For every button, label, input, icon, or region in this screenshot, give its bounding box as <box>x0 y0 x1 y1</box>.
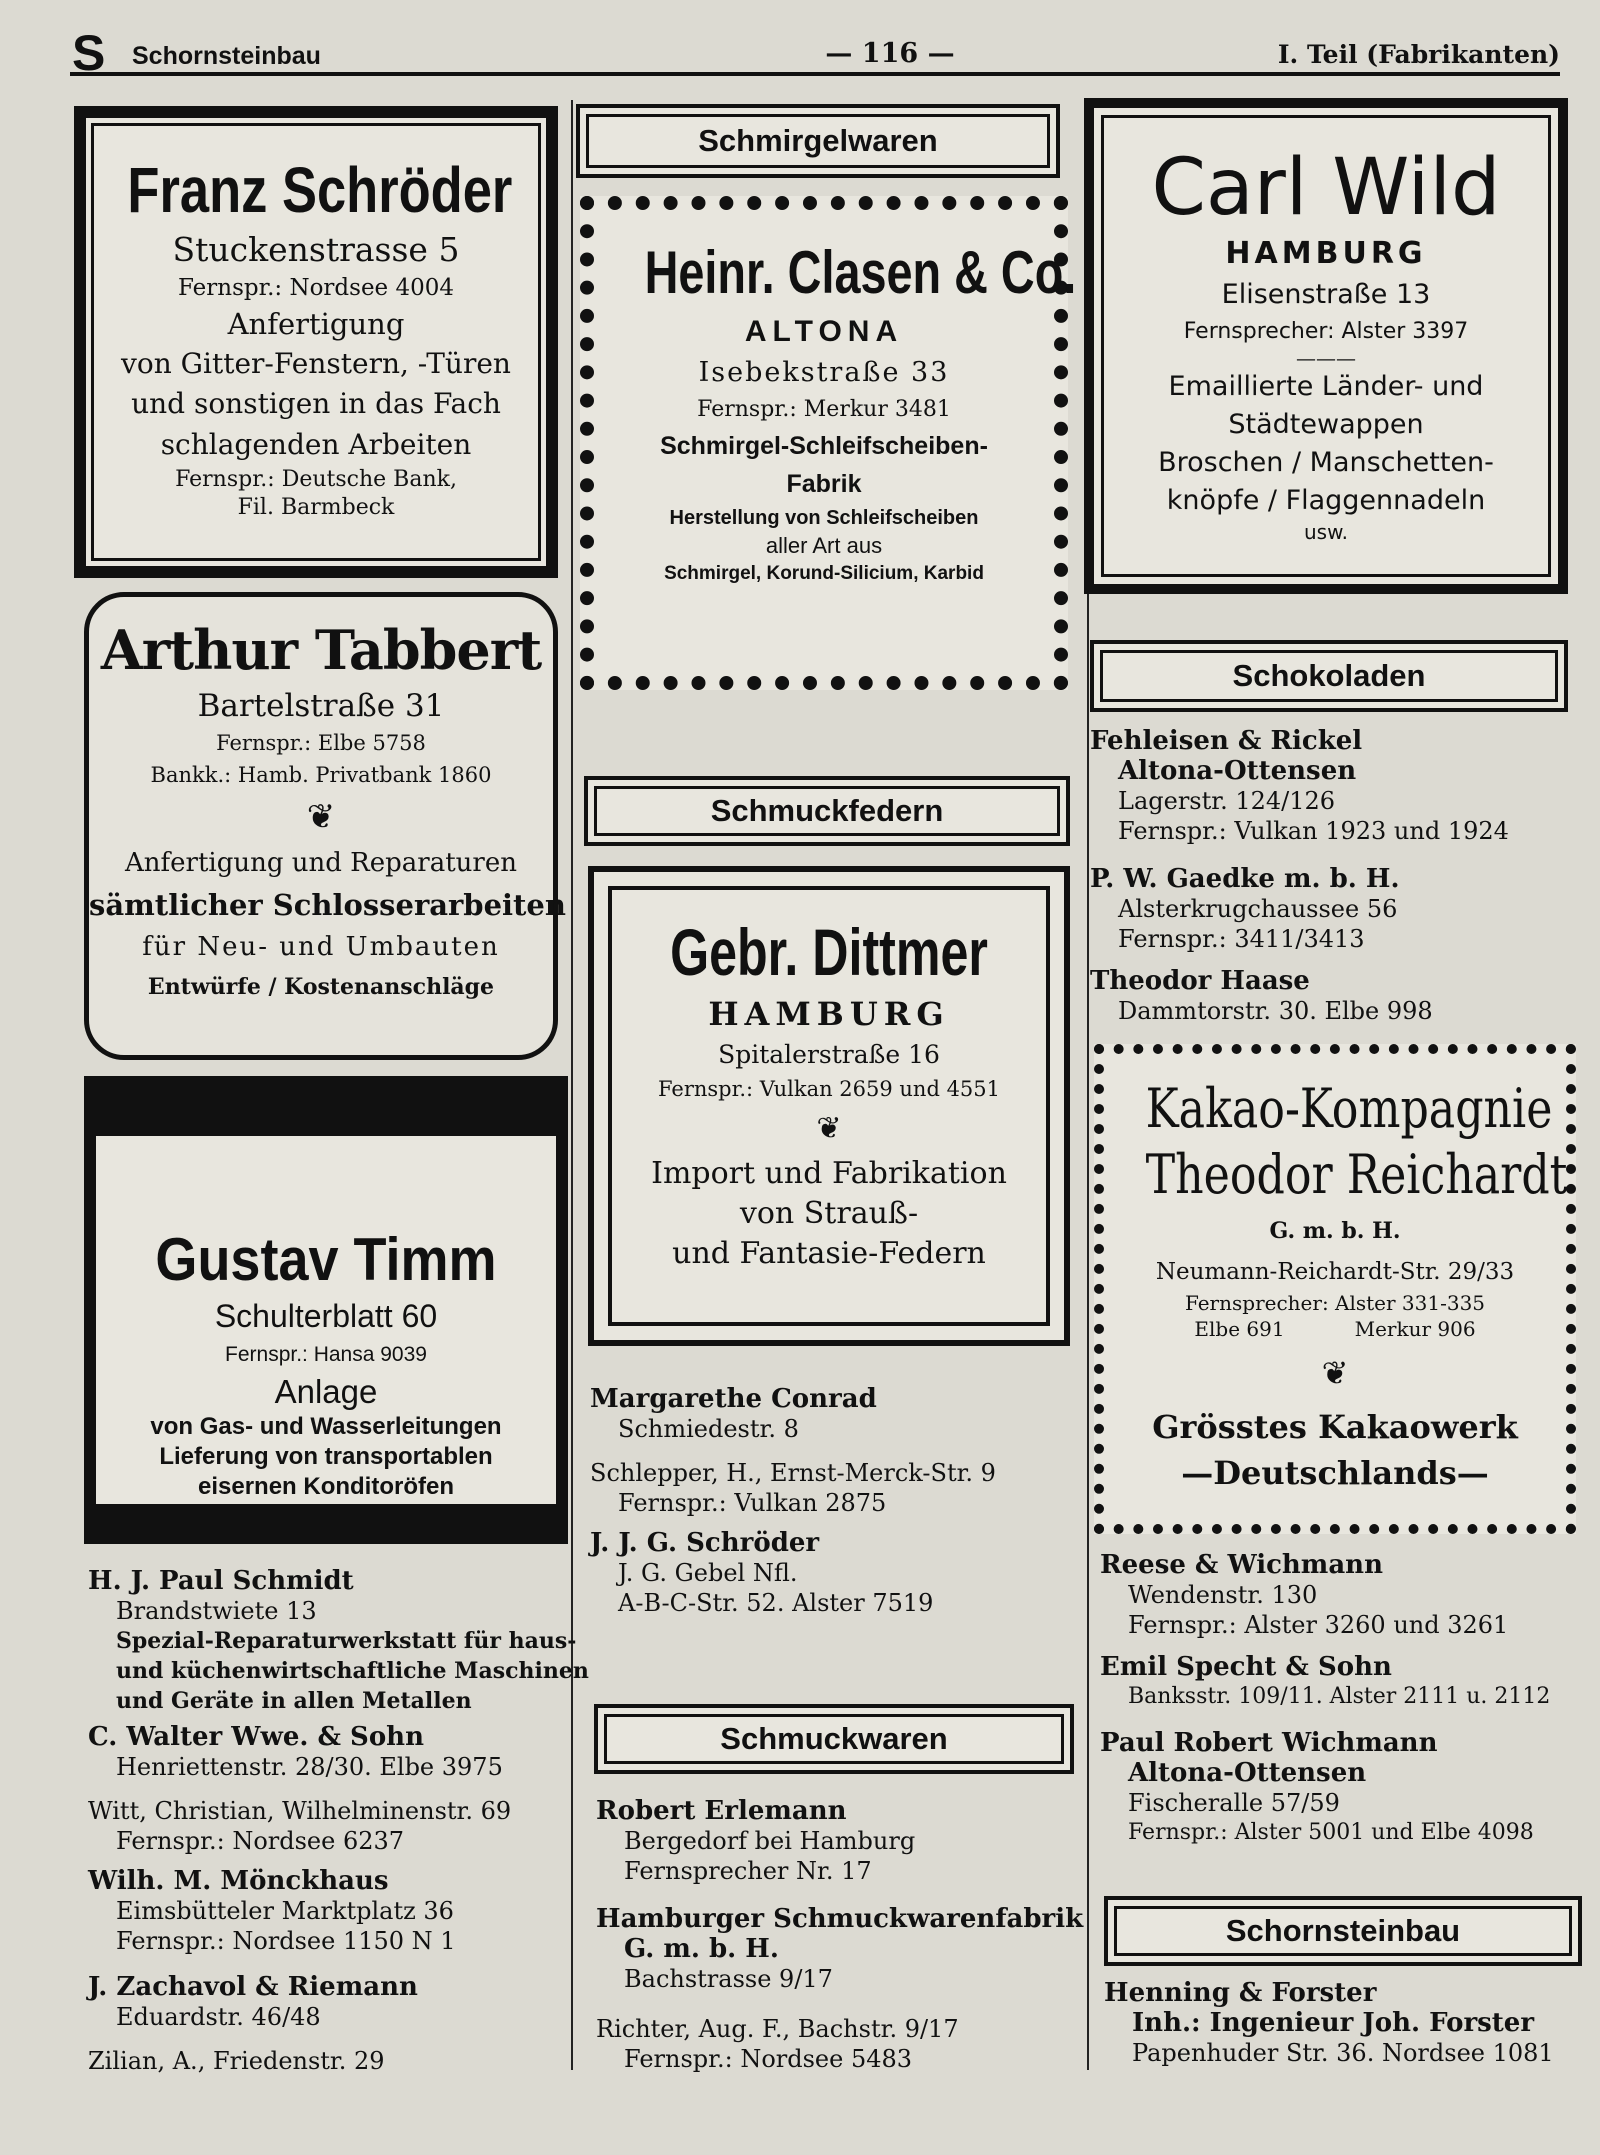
ad-text-3: eisernen Konditoröfen <box>197 1473 455 1500</box>
ad-footer: Entwürfe / Kostenanschläge <box>147 974 495 1000</box>
running-section-title: Schornsteinbau <box>132 42 321 70</box>
listing-p-w-gaedke: P. W. Gaedke m. b. H. Alsterkrugchaussee 56 Fernspr.: 3411/3413 <box>1090 864 1400 953</box>
ad-arthur-tabbert <box>84 592 566 1060</box>
ad-text-3: Schmirgel, Korund-Silicium, Karbid <box>664 563 984 584</box>
listing-fehleisen-rickel: Fehleisen & Rickel Altona-Ottensen Lagerstr. 124/126 Fernspr.: Vulkan 1923 und 1924 <box>1090 726 1509 845</box>
ad-heinr-clasen <box>580 196 1077 690</box>
ad-street: Bartelstraße 31 <box>197 688 445 724</box>
ad-street: Spitalerstraße 16 <box>718 1040 940 1069</box>
section-schmirgelwaren: Schmirgelwaren <box>576 104 1060 178</box>
ad-city: HAMBURG <box>1225 236 1427 271</box>
section-letter: S <box>72 25 106 81</box>
ad-text-1: Import und Fabrikation <box>651 1156 1007 1191</box>
section-schmuckfedern: Schmuckfedern <box>584 776 1070 846</box>
listing-margarethe-conrad: Margarethe Conrad Schmiedestr. 8 <box>590 1384 877 1443</box>
ad-street: Schulterblatt 60 <box>214 1298 438 1334</box>
page-number: — 116 — <box>825 38 955 69</box>
ad-name: Carl Wild <box>1151 143 1501 233</box>
ad-text-3: und sonstigen in das Fach <box>131 387 501 420</box>
listing-schlepper: Schlepper, H., Ernst-Merck-Str. 9 Fernspr.: Vulkan 2875 <box>590 1459 996 1517</box>
ad-etc: usw. <box>1304 520 1348 544</box>
ad-gebr-dittmer <box>588 866 1070 1346</box>
listing-c-walter: C. Walter Wwe. & Sohn Henriettenstr. 28/30. Elbe 3975 <box>88 1722 503 1781</box>
ad-name: Franz Schröder <box>127 154 513 226</box>
ad-kakao-kompagnie <box>1094 1044 1576 1534</box>
ad-phone-elbe: Elbe 691 <box>1194 1317 1285 1341</box>
ad-text-2: aller Art aus <box>765 533 883 558</box>
listing-witt-christian: Witt, Christian, Wilhelminenstr. 69 Fernspr.: Nordsee 6237 <box>88 1797 512 1855</box>
section-schornsteinbau: Schornsteinbau <box>1104 1896 1582 1966</box>
ad-text-2: von Gitter-Fenstern, -Türen <box>121 347 511 380</box>
part-title: I. Teil (Fabrikanten) <box>1277 40 1560 69</box>
ad-product-1: Schmirgel-Schleifscheiben- <box>660 432 988 460</box>
listing-h-j-paul-schmidt: H. J. Paul Schmidt Brandstwiete 13 Spezial-Reparaturwerkstatt für haus- und küchenwirtschaftliche Maschinen und Geräte in allen Metallen <box>88 1566 589 1714</box>
ad-text-2: Lieferung von transportablen <box>159 1443 493 1470</box>
section-schmuckwaren: Schmuckwaren <box>594 1704 1074 1774</box>
ad-text-1: Herstellung von Schleifscheiben <box>669 507 979 529</box>
ad-city: ALTONA <box>744 315 904 348</box>
ad-text-2: von Strauß- <box>739 1196 919 1231</box>
ad-heading: Anlage <box>274 1373 378 1410</box>
ad-text-1: Anfertigung und Reparaturen <box>125 848 517 878</box>
ad-text-3: für Neu- und Umbauten <box>142 932 500 962</box>
ad-street: Elisenstraße 13 <box>1221 279 1431 310</box>
listing-zilian: Zilian, A., Friedenstr. 29 <box>88 2047 385 2075</box>
ad-bank-2: Fil. Barmbeck <box>237 495 395 520</box>
ad-bank: Bankk.: Hamb. Privatbank 1860 <box>150 763 492 787</box>
fleuron-icon: ❦ <box>306 797 336 837</box>
ad-phone: Fernsprecher: Alster 3397 <box>1183 319 1469 344</box>
listing-paul-robert-wichmann: Paul Robert Wichmann Altona-Ottensen Fischeralle 57/59 Fernspr.: Alster 5001 und Elbe 4098 <box>1100 1728 1534 1845</box>
ad-carl-wild <box>1084 98 1568 594</box>
ad-bank-1: Fernspr.: Deutsche Bank, <box>175 467 457 492</box>
listing-henning-forster: Henning & Forster Inh.: Ingenieur Joh. Forster Papenhuder Str. 36. Nordsee 1081 <box>1104 1978 1554 2067</box>
ad-phone: Fernspr.: Nordsee 4004 <box>177 275 455 301</box>
column-divider-1 <box>571 100 573 2070</box>
listing-robert-erlemann: Robert Erlemann Bergedorf bei Hamburg Fernsprecher Nr. 17 <box>596 1796 916 1885</box>
ad-name-1: Kakao-Kompagnie <box>1145 1077 1553 1140</box>
ad-name: Gustav Timm <box>155 1226 497 1293</box>
listing-richter: Richter, Aug. F., Bachstr. 9/17 Fernspr.: Nordsee 5483 <box>596 2015 959 2073</box>
ad-text-1: von Gas- und Wasserleitungen <box>150 1413 502 1440</box>
fleuron-icon: ❦ <box>816 1111 842 1146</box>
ad-gustav-timm <box>84 1076 568 1544</box>
ad-form: G. m. b. H. <box>1269 1218 1401 1244</box>
fleuron-icon: ❦ <box>1321 1354 1349 1392</box>
ad-city: HAMBURG <box>708 995 950 1033</box>
listing-emil-specht: Emil Specht & Sohn Banksstr. 109/11. Alster 2111 u. 2112 <box>1100 1652 1551 1709</box>
listing-j-j-g-schroeder: J. J. G. Schröder J. G. Gebel Nfl. A-B-C-Str. 52. Alster 7519 <box>590 1528 934 1617</box>
ad-text-4: schlagenden Arbeiten <box>160 428 472 461</box>
ad-text-1: Emaillierte Länder- und <box>1168 371 1484 402</box>
ad-text-3: und Fantasie-Federn <box>672 1236 986 1271</box>
ad-text-4: knöpfe / Flaggennadeln <box>1166 485 1486 516</box>
ad-product-2: Fabrik <box>786 470 862 498</box>
ad-name: Arthur Tabbert <box>100 618 542 682</box>
ad-name: Heinr. Clasen & Co. <box>644 239 1077 306</box>
ad-phone: Fernspr.: Hansa 9039 <box>225 1343 427 1366</box>
ad-phone: Fernspr.: Merkur 3481 <box>697 397 951 422</box>
ad-name: Gebr. Dittmer <box>670 915 988 989</box>
ad-phone: Fernspr.: Vulkan 2659 und 4551 <box>657 1077 1001 1101</box>
ad-street: Neumann-Reichardt-Str. 29/33 <box>1155 1259 1515 1285</box>
section-schokoladen: Schokoladen <box>1090 640 1568 712</box>
ad-name-2: Theodor Reichardt <box>1145 1143 1568 1206</box>
ad-text-1: Anfertigung <box>227 307 405 341</box>
ad-text-2: Städtewappen <box>1228 409 1424 440</box>
listing-hamburger-schmuckwarenfabrik: Hamburger Schmuckwarenfabrik G. m. b. H. Bachstrasse 9/17 <box>596 1904 1084 1993</box>
ad-franz-schroeder <box>74 106 558 578</box>
ad-street: Stuckenstrasse 5 <box>172 230 460 269</box>
ad-phone-1: Fernsprecher: Alster 331-335 <box>1184 1291 1486 1315</box>
listing-moenckhaus: Wilh. M. Mönckhaus Eimsbütteler Marktplatz 36 Fernspr.: Nordsee 1150 N 1 <box>88 1866 456 1955</box>
ad-phone-2 <box>1104 1316 1566 1342</box>
listing-theodor-haase: Theodor Haase Dammtorstr. 30. Elbe 998 <box>1090 966 1433 1025</box>
ad-text-3: Broschen / Manschetten- <box>1158 447 1494 478</box>
ad-slogan-2: —Deutschlands— <box>1181 1454 1489 1492</box>
page-header <box>70 24 1560 81</box>
ad-slogan-1: Grösstes Kakaowerk <box>1152 1408 1518 1446</box>
ad-divider: ——— <box>1296 346 1356 370</box>
ad-phone: Fernspr.: Elbe 5758 <box>216 731 426 755</box>
ad-text-2: sämtlicher Schlosserarbeiten <box>89 888 566 922</box>
ad-phone-merkur: Merkur 906 <box>1354 1317 1476 1341</box>
listing-zachavol-riemann: J. Zachavol & Riemann Eduardstr. 46/48 <box>88 1972 418 2031</box>
listing-reese-wichmann: Reese & Wichmann Wendenstr. 130 Fernspr.: Alster 3260 und 3261 <box>1100 1550 1509 1639</box>
ad-street: Isebekstraße 33 <box>698 357 950 388</box>
